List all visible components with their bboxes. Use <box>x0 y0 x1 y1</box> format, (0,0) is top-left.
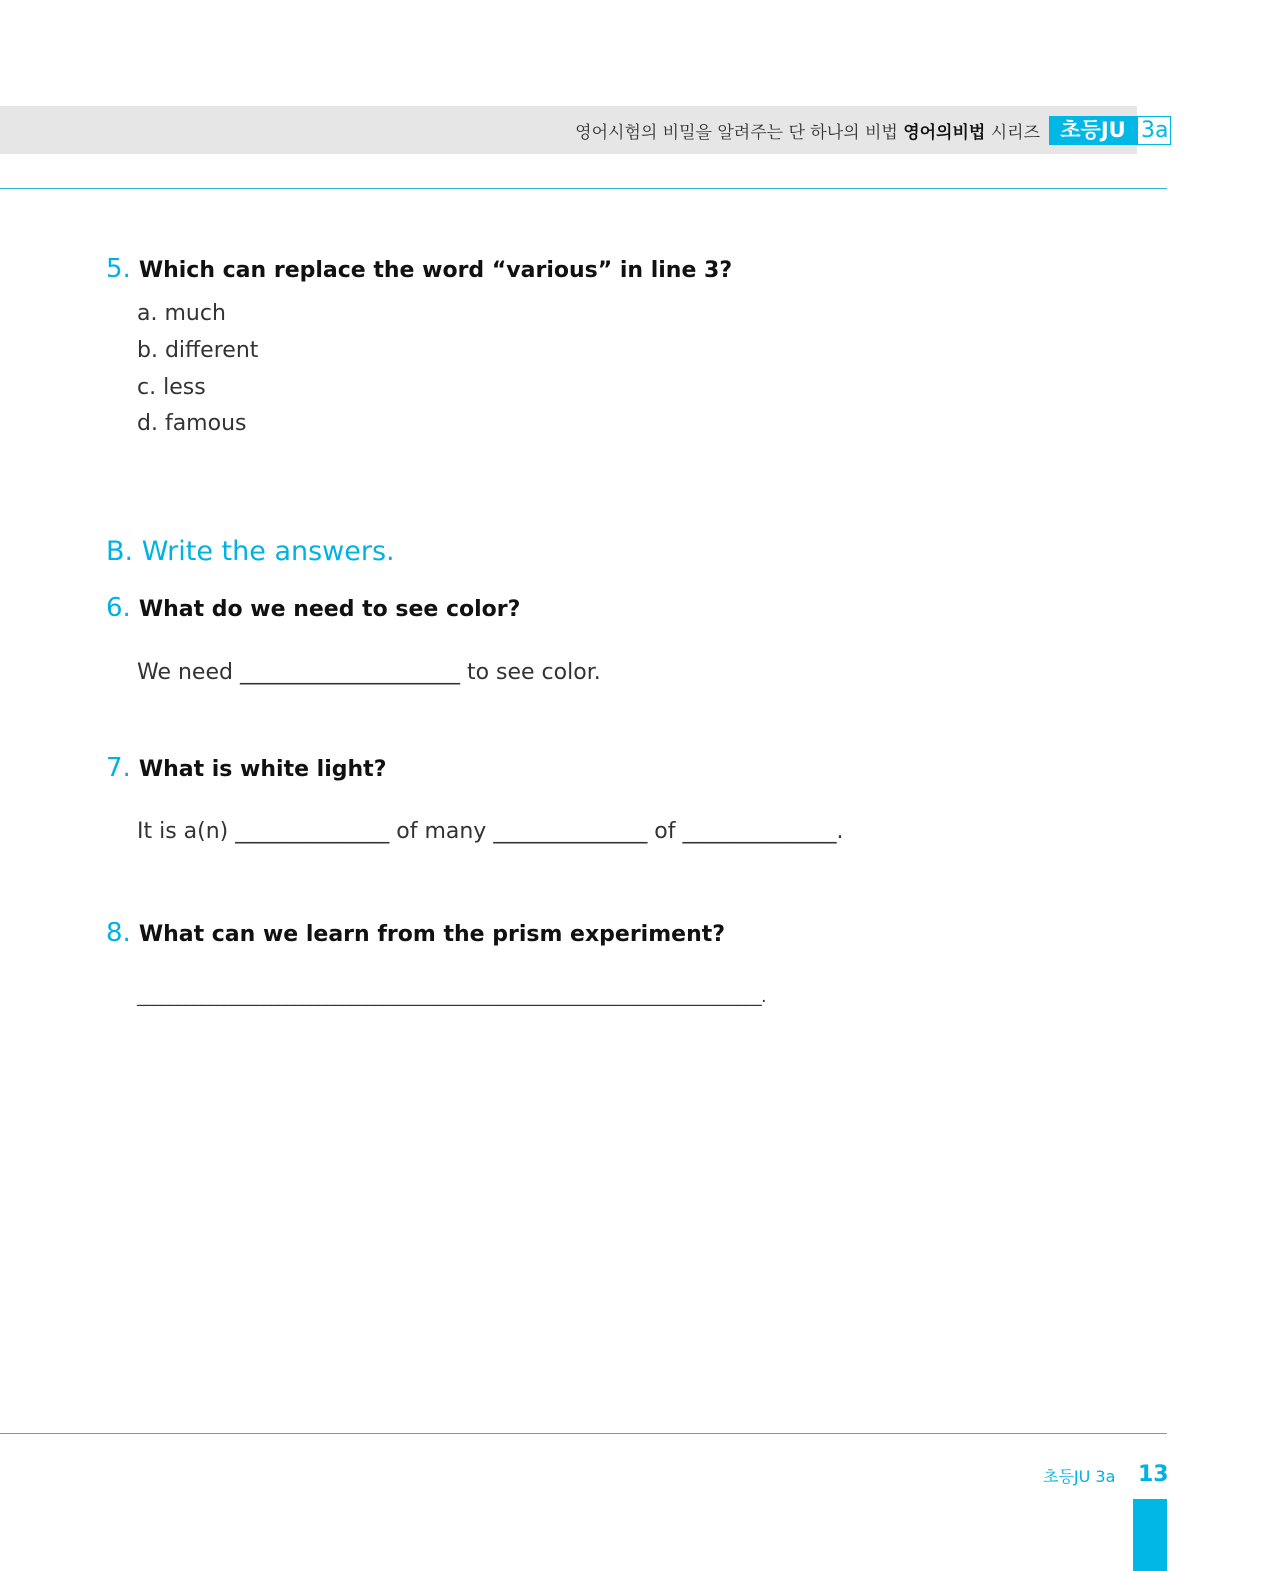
footer-rule <box>0 1433 1167 1434</box>
answer-line-7: It is a(n) ______________ of many ______________ of ______________. <box>137 819 844 844</box>
question-7 <box>106 753 386 783</box>
question-text: Which can replace the word “various” in line 3? <box>138 258 733 283</box>
option-d: d. famous <box>137 411 247 436</box>
brand-main: 초등JU <box>1049 116 1137 145</box>
tagline-text: 영어시험의 비밀을 알려주는 단 하나의 비법 <box>575 123 904 143</box>
brand-level: 3a <box>1137 116 1171 145</box>
section-title: B. Write the answers. <box>106 536 395 567</box>
page-tab <box>1133 1499 1167 1571</box>
tagline-bold: 영어의비법 <box>903 123 986 143</box>
question-6 <box>106 593 520 623</box>
tagline-suffix: 시리즈 <box>985 123 1040 143</box>
page-number: 13 <box>1138 1462 1169 1487</box>
question-text: What can we learn from the prism experiment? <box>138 922 726 947</box>
option-a: a. much <box>137 301 226 326</box>
series-tagline <box>575 118 1040 143</box>
footer-brand: 초등JU 3a <box>1043 1467 1116 1486</box>
question-number: 6. <box>106 593 131 623</box>
question-number: 5. <box>106 254 131 284</box>
question-number: 8. <box>106 918 131 948</box>
question-text: What is white light? <box>138 757 387 782</box>
option-b: b. different <box>137 338 259 363</box>
question-number: 7. <box>106 753 131 783</box>
option-c: c. less <box>137 375 206 400</box>
question-text: What do we need to see color? <box>138 597 521 622</box>
header-rule <box>0 188 1167 189</box>
question-5 <box>106 254 732 284</box>
question-8 <box>106 918 725 948</box>
answer-line-8: _______________________________________________________________________________. <box>137 987 766 1007</box>
answer-line-6: We need ____________________ to see color. <box>137 660 601 685</box>
brand-badge <box>1049 116 1171 145</box>
